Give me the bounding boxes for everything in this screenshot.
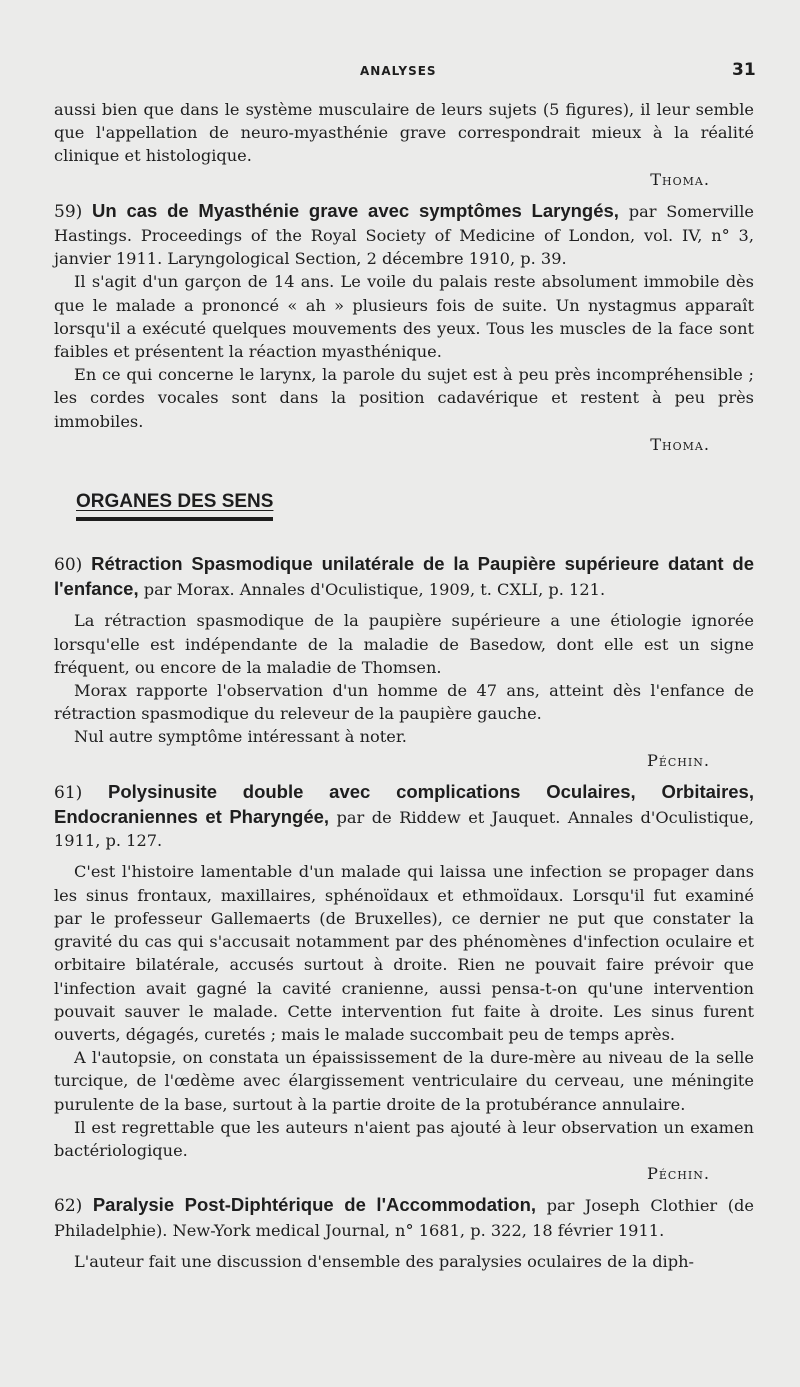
article-62-heading — [54, 1193, 754, 1241]
page-number: 31 — [732, 60, 756, 80]
article-citation: par Joseph Clothier (de Philadelphie). New-York medical Journal, n° 1681, p. 322, 18 février 1911. — [54, 1196, 754, 1240]
article-paragraph: L'auteur fait une discussion d'ensemble des paralysies oculaires de la diph- — [74, 1251, 694, 1271]
article-number: 59) — [54, 201, 83, 222]
article-61 — [54, 780, 754, 1185]
signature: Péchin. — [646, 750, 710, 770]
article-number: 62) — [54, 1196, 83, 1217]
article-paragraph: Il est regrettable que les auteurs n'aient pas ajouté à leur observation un examen bactériologique. Péchin. — [54, 1116, 754, 1186]
article-paragraph: En ce qui concerne le larynx, la parole du sujet est à peu près incompréhensible ; les cordes vocales sont dans la position cadavérique et restent à peu près immobiles. Thoma. — [54, 363, 754, 456]
article-paragraph: La rétraction spasmodique de la paupière supérieure a une étiologie ignorée lorsqu'elle est indépendante de la maladie de Basedow, dont elle est un signe fréquent, ou encore de la maladie de Thomsen. — [54, 611, 754, 677]
page-header — [0, 60, 800, 84]
article-paragraph: Nul autre symptôme intéressant à noter. Péchin. — [54, 725, 754, 771]
article-paragraph: Il s'agit d'un garçon de 14 ans. Le voile du palais reste absolument immobile dès que le malade a prononcé « ah » plusieurs fois de suite. Un nystagmus apparaît lorsqu'il a exécuté quelques mouvements des yeux. Tous les muscles de la face sont faibles et présentent la réaction myasthénique. — [54, 272, 754, 362]
running-head: ANALYSES — [360, 64, 437, 78]
signature: Péchin. — [646, 1164, 710, 1184]
article-62 — [54, 1193, 754, 1273]
article-number: 60) — [54, 555, 83, 576]
article-paragraph: A l'autopsie, on constata un épaississement de la dure-mère au niveau de la selle turcique, de l'œdème avec élargissement ventriculaire du cerveau, une méningite purulente de la base, surtout à la partie droite de la protubérance annulaire. — [54, 1048, 754, 1114]
article-paragraph: C'est l'histoire lamentable d'un malade qui laissa une infection se propager dans les sinus frontaux, maxillaires, sphénoïdaux et ethmoïdaux. Lorsqu'il fut examiné par le professeur Gallemaerts (de Bruxelles), ce dernier ne put que constater la gravité du cas qui s'accusait notamment par des phénomènes d'infection oculaire et orbitaire bilatérale, accusés surtout à droite. Rien ne pouvait faire prévoir que l'infection avait gagné la cavité cranienne, aussi pensa-t-on qu'une intervention pouvait sauver le malade. Cette intervention fut faite à droite. Les sinus furent ouverts, dégagés, curetés ; mais le malade succombait peu de temps après. — [54, 862, 754, 1044]
article-61-heading — [54, 780, 754, 853]
article-citation: par Morax. Annales d'Oculistique, 1909, t. CXLI, p. 121. — [143, 580, 606, 600]
intro-paragraph: aussi bien que dans le système musculaire de leurs sujets (5 figures), il leur semble que l'appellation de neuro-myasthénie grave correspondrait mieux à la réalité clinique et histologique. Thoma. — [54, 98, 754, 191]
article-title: Polysinusite double avec complications Oculaires, Orbitaires, Endocraniennes et Pharyngée, — [54, 780, 754, 828]
signature-thoma: Thoma. — [650, 169, 710, 189]
page-body — [54, 98, 754, 1273]
article-title: Un cas de Myasthénie grave avec symptômes Laryngés, — [92, 199, 619, 221]
article-title: Paralysie Post-Diphtérique de l'Accommodation, — [92, 1194, 537, 1216]
article-60 — [54, 552, 754, 772]
article-59 — [54, 199, 754, 456]
article-title: Rétraction Spasmodique unilatérale de la Paupière supérieure datant de l'enfance, — [54, 553, 754, 600]
article-citation: par Somerville Hastings. Proceedings of the Royal Society of Medicine of London, vol. IV, n° 3, janvier 1911. Laryngological Section, 2 décembre 1910, p. 39. — [54, 201, 754, 269]
article-paragraph: Morax rapporte l'observation d'un homme de 47 ans, atteint dès l'enfance de rétraction spasmodique du releveur de la paupière gauche. — [54, 681, 754, 724]
signature: Thoma. — [650, 434, 710, 454]
article-60-heading — [54, 552, 754, 601]
article-59-heading — [54, 199, 754, 271]
article-citation: par de Riddew et Jauquet. Annales d'Oculistique, 1911, p. 127. — [54, 808, 754, 851]
article-number: 61) — [54, 782, 83, 803]
section-heading: ORGANES DES SENS — [76, 490, 754, 552]
